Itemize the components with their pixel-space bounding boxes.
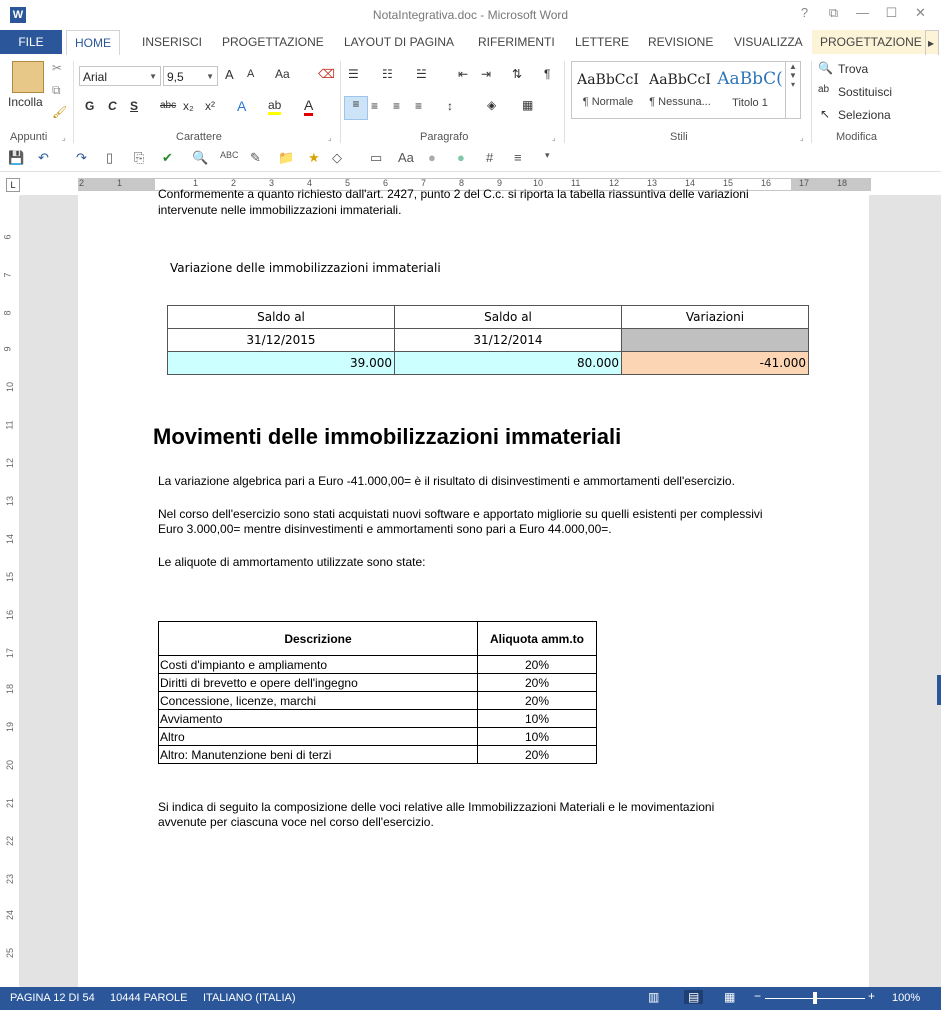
ruler-number: 2 [79, 178, 85, 188]
ruler-number: 22 [5, 835, 16, 847]
depreciation-table [158, 621, 597, 764]
bold-button[interactable]: G [85, 99, 95, 113]
numbering-icon[interactable]: ☷ [382, 67, 393, 81]
decrease-indent-icon[interactable]: ⇤ [458, 67, 469, 81]
table-cell: Avviamento [159, 710, 478, 728]
table-cell: 20% [478, 674, 597, 692]
style-nessuna[interactable] [644, 62, 716, 118]
ruler-number: 13 [5, 495, 16, 507]
vertical-ruler[interactable] [3, 196, 20, 986]
justify-icon[interactable]: ≡ [415, 99, 423, 113]
ruler-number: 5 [345, 178, 351, 188]
ruler-number: 3 [269, 178, 275, 188]
grow-font-button[interactable]: A [225, 67, 234, 82]
table-row [159, 746, 597, 764]
ruler-number: 11 [571, 178, 581, 188]
screen-icon[interactable]: ▭ [370, 150, 383, 165]
ruler-number: 11 [4, 420, 15, 430]
align-center-icon[interactable]: ≡ [371, 99, 379, 113]
find-button[interactable]: Trova [838, 62, 869, 76]
table-cell: 39.000 [168, 352, 395, 375]
clipboard-launcher-icon[interactable]: ⌟ [62, 133, 66, 142]
web-layout-icon[interactable]: ▦ [724, 990, 736, 1004]
check-icon[interactable]: ✔ [162, 150, 173, 165]
chevron-down-icon: ▼ [206, 72, 214, 81]
ruler-number: 6 [2, 234, 13, 240]
paragraph-4-line-2: avvenute per ciascuna voce nel corso dell'esercizio. [158, 815, 434, 829]
shading-icon[interactable]: ◈ [487, 98, 497, 112]
italic-button[interactable]: C [108, 99, 117, 113]
cut-icon[interactable]: ✂ [52, 61, 63, 75]
superscript-button[interactable]: x² [205, 99, 215, 113]
ruler-number: 18 [837, 178, 848, 188]
save-icon[interactable]: 💾 [8, 150, 25, 165]
sort-icon[interactable]: ⇅ [512, 67, 523, 81]
font-name-value: Arial [83, 70, 108, 84]
ruler-number: 24 [5, 909, 16, 921]
style-label: Titolo 1 [732, 97, 768, 109]
customize-qat-icon[interactable]: ▾ [545, 150, 550, 160]
bullets-icon[interactable]: ☰ [348, 67, 359, 81]
document-workspace[interactable] [20, 187, 941, 987]
table-cell: 20% [478, 746, 597, 764]
tab-selector-icon[interactable]: L [6, 178, 20, 192]
replace-icon[interactable]: ab [818, 84, 830, 95]
scrollbar-marker[interactable] [937, 675, 941, 705]
shapes-icon[interactable]: ◇ [332, 150, 342, 165]
print-preview-icon[interactable]: 🔍 [192, 150, 209, 165]
ruler-number: 15 [5, 571, 16, 583]
paste-button[interactable]: Incolla [8, 95, 43, 109]
align-left-icon[interactable]: ≡ [344, 96, 368, 120]
table-row [159, 710, 597, 728]
zoom-slider-thumb[interactable] [813, 992, 817, 1004]
align-right-icon[interactable]: ≡ [393, 99, 401, 113]
ruler-number: 2 [231, 178, 237, 188]
ruler-number: 14 [685, 178, 696, 188]
minimize-button[interactable]: — [856, 5, 869, 20]
table-cell: 80.000 [395, 352, 622, 375]
table-cell: 10% [478, 710, 597, 728]
word-app-icon[interactable]: W [10, 7, 26, 23]
group-label-paragrafo: Paragrafo [420, 131, 469, 143]
zoom-level[interactable]: 100% [892, 992, 921, 1004]
styles-launcher-icon[interactable]: ⌟ [800, 133, 804, 142]
title-bar [0, 0, 941, 30]
table-header-cell: Descrizione [159, 622, 478, 656]
tab-riferimenti[interactable]: RIFERIMENTI [478, 35, 555, 49]
find-icon[interactable]: 🔍 [818, 61, 833, 75]
style-label: ¶ Normale [582, 96, 634, 108]
window-title: NotaIntegrativa.doc - Microsoft Word [372, 8, 569, 22]
new-doc-icon[interactable]: ▯ [106, 150, 114, 165]
language-indicator[interactable]: ITALIANO (ITALIA) [203, 992, 296, 1004]
font-name-combo[interactable] [79, 66, 161, 86]
paragraph-2-line-2: Euro 3.000,00= mentre disinvestimenti e ammortamenti sono pari a Euro 44.000,00=. [158, 522, 612, 536]
table-row [159, 656, 597, 674]
replace-button[interactable]: Sostituisci [838, 85, 893, 99]
table-row [159, 728, 597, 746]
style-label: ¶ Nessuna... [649, 96, 711, 108]
font-size-value: 9,5 [167, 70, 184, 84]
paragraph-launcher-icon[interactable]: ⌟ [552, 133, 556, 142]
attach-icon[interactable]: ⎘ [134, 150, 145, 165]
ruler-number: 13 [647, 178, 658, 188]
tabs-scroll-right-icon[interactable]: ▸ [925, 30, 939, 56]
styles-scroll[interactable]: ▲ ▼ ▾ [785, 62, 800, 118]
table-header-cell: Saldo al [395, 306, 622, 329]
ruler-number: 1 [117, 178, 123, 188]
text-effects-icon[interactable]: A [237, 98, 247, 114]
paragraph-2-line-1: Nel corso dell'esercizio sono stati acquistati nuovi software e apportato migliorie su quelli esistenti per complessivi [158, 507, 763, 521]
ruler-number: 14 [5, 533, 16, 545]
table-row [168, 352, 809, 375]
text-style-icon[interactable]: Aa [398, 150, 414, 165]
paragraph-1: La variazione algebrica pari a Euro -41.000,00= è il risultato di disinvestimenti e ammortamenti dell'esercizio. [158, 474, 735, 488]
underline-button[interactable]: S [130, 99, 139, 113]
tab-revisione[interactable]: REVISIONE [648, 35, 714, 49]
format-painter-icon[interactable]: 🖌 [52, 105, 68, 119]
increase-indent-icon[interactable]: ⇥ [481, 67, 492, 81]
table-cell: 20% [478, 656, 597, 674]
quick-access-toolbar [0, 147, 941, 172]
circle-gray-icon[interactable]: ● [428, 150, 436, 165]
style-preview: AaBbC( [717, 69, 783, 89]
style-preview: AaBbCcI [577, 72, 639, 88]
variation-table [167, 305, 809, 375]
table-row [159, 692, 597, 710]
ruler-number: 10 [533, 178, 544, 188]
borders-icon[interactable]: ▦ [522, 98, 534, 112]
ruler-number: 4 [307, 178, 313, 188]
maximize-button[interactable]: ☐ [885, 5, 898, 20]
change-case-button[interactable]: Aa [275, 67, 290, 81]
shrink-font-button[interactable]: A [247, 68, 255, 80]
page-indicator[interactable]: PAGINA 12 DI 54 [10, 992, 95, 1004]
ruler-number: 9 [2, 346, 13, 352]
ruler-number: 6 [383, 178, 389, 188]
select-button[interactable]: Seleziona [838, 108, 891, 122]
table-cell: Altro [159, 728, 478, 746]
style-normale[interactable] [572, 62, 644, 118]
table-cell: Costi d'impianto e ampliamento [159, 656, 478, 674]
ruler-number: 15 [723, 178, 734, 188]
ruler-number: 23 [5, 873, 16, 885]
tab-progettazione-table[interactable]: PROGETTAZIONE [812, 30, 938, 54]
word-count[interactable]: 10444 PAROLE [110, 992, 188, 1004]
group-label-stili: Stili [670, 131, 688, 143]
table-cell: -41.000 [622, 352, 809, 375]
status-bar [0, 987, 941, 1010]
align-icon[interactable]: ≡ [514, 150, 522, 165]
select-icon[interactable]: ↖ [820, 107, 831, 121]
spelling-icon[interactable]: ABC [220, 150, 239, 160]
table-row [159, 622, 597, 656]
ruler-number: 17 [799, 178, 810, 188]
table-header-cell: Saldo al [168, 306, 395, 329]
strikethrough-button[interactable]: abc [160, 100, 177, 111]
table-cell: 10% [478, 728, 597, 746]
zoom-out-icon[interactable]: − [754, 989, 762, 1003]
section-heading: Movimenti delle immobilizzazioni immateriali [153, 424, 622, 449]
font-color-icon[interactable]: A [304, 97, 313, 116]
tab-lettere[interactable]: LETTERE [575, 35, 630, 49]
ruler-number: 9 [497, 178, 503, 188]
table-cell: Concessione, licenze, marchi [159, 692, 478, 710]
clear-formatting-icon[interactable]: ⌫ [318, 67, 335, 81]
table-header-cell: Variazioni [622, 306, 809, 329]
circle-green-icon[interactable]: ● [457, 150, 465, 165]
intro-line-1: Conformemente a quanto richiesto dall'art. 2427, punto 2 del C.c. si riporta la tabella riassuntiva delle variazioni [158, 187, 749, 201]
style-titolo1[interactable] [716, 62, 784, 118]
ribbon [0, 55, 941, 148]
subscript-button[interactable]: x₂ [183, 99, 194, 113]
table-cell: 31/12/2014 [395, 329, 622, 352]
ruler-number: 25 [5, 947, 16, 959]
tab-visualizza[interactable]: VISUALIZZA [734, 35, 803, 49]
ruler-number: 18 [5, 683, 16, 695]
table-cell: Diritti di brevetto e opere dell'ingegno [159, 674, 478, 692]
table-row [168, 306, 809, 329]
line-spacing-icon[interactable]: ↕ [447, 99, 453, 113]
table-row [159, 674, 597, 692]
ruler-number: 17 [5, 647, 16, 659]
show-marks-icon[interactable]: ¶ [544, 67, 551, 81]
table-header-cell: Aliquota amm.to [478, 622, 597, 656]
ruler-number: 12 [5, 457, 16, 469]
tab-progettazione[interactable]: PROGETTAZIONE [222, 35, 324, 49]
group-label-appunti: Appunti [10, 131, 48, 143]
tab-home[interactable]: HOME [66, 30, 120, 56]
ribbon-tabs [0, 30, 941, 56]
table-cell: Altro: Manutenzione beni di terzi [159, 746, 478, 764]
edit-icon[interactable]: ✎ [250, 150, 261, 165]
tab-file[interactable]: FILE [0, 30, 62, 54]
table-row [168, 329, 809, 352]
grid-icon[interactable]: # [486, 150, 494, 165]
intro-line-2: intervenute nelle immobilizzazioni immateriali. [158, 203, 402, 217]
tab-layout[interactable]: LAYOUT DI PAGINA [344, 35, 455, 49]
open-folder-icon[interactable]: 📁 [278, 150, 295, 165]
multilevel-list-icon[interactable]: ☱ [416, 67, 427, 81]
ruler-number: 20 [5, 759, 16, 771]
ruler-number: 8 [2, 310, 13, 316]
highlight-icon[interactable]: ab [268, 98, 281, 115]
ruler-number: 8 [459, 178, 465, 188]
chevron-down-icon: ▼ [149, 72, 157, 81]
ruler-number: 16 [5, 609, 16, 621]
style-preview: AaBbCcI [649, 72, 711, 88]
copy-icon[interactable]: ⧉ [52, 83, 61, 97]
ribbon-display-button[interactable]: ⧉ [828, 5, 839, 20]
group-label-carattere: Carattere [176, 131, 222, 143]
tab-inserisci[interactable]: INSERISCI [142, 35, 203, 49]
table-caption: Variazione delle immobilizzazioni immateriali [170, 261, 441, 275]
ruler-number: 7 [2, 272, 13, 278]
ruler-number: 16 [761, 178, 772, 188]
undo-icon[interactable]: ↶ [38, 150, 49, 165]
redo-icon[interactable]: ↷ [76, 150, 87, 165]
styles-gallery [571, 61, 801, 119]
table-cell-empty [622, 329, 809, 352]
print-layout-icon[interactable]: ▤ [684, 990, 703, 1004]
close-button[interactable]: ✕ [915, 5, 926, 20]
document-page[interactable] [78, 187, 869, 987]
zoom-in-icon[interactable]: + [868, 989, 876, 1003]
read-mode-icon[interactable]: ▥ [648, 990, 660, 1004]
table-cell: 31/12/2015 [168, 329, 395, 352]
ruler-number: 21 [5, 797, 16, 809]
paste-icon[interactable] [12, 61, 44, 93]
paragraph-4-line-1: Si indica di seguito la composizione delle voci relative alle Immobilizzazioni Materiali e le movimentazioni [158, 800, 715, 814]
table-cell: 20% [478, 692, 597, 710]
font-launcher-icon[interactable]: ⌟ [328, 133, 332, 142]
favorite-folder-icon[interactable]: ★ [308, 150, 320, 165]
font-size-combo[interactable] [163, 66, 218, 86]
group-label-modifica: Modifica [836, 131, 877, 143]
ruler-number: 7 [421, 178, 427, 188]
paragraph-3: Le aliquote di ammortamento utilizzate sono state: [158, 555, 426, 569]
ruler-number: 10 [5, 381, 16, 393]
help-button[interactable]: ? [800, 5, 809, 20]
ruler-number: 1 [193, 178, 199, 188]
ruler-number: 19 [5, 721, 16, 733]
ruler-number: 12 [609, 178, 620, 188]
